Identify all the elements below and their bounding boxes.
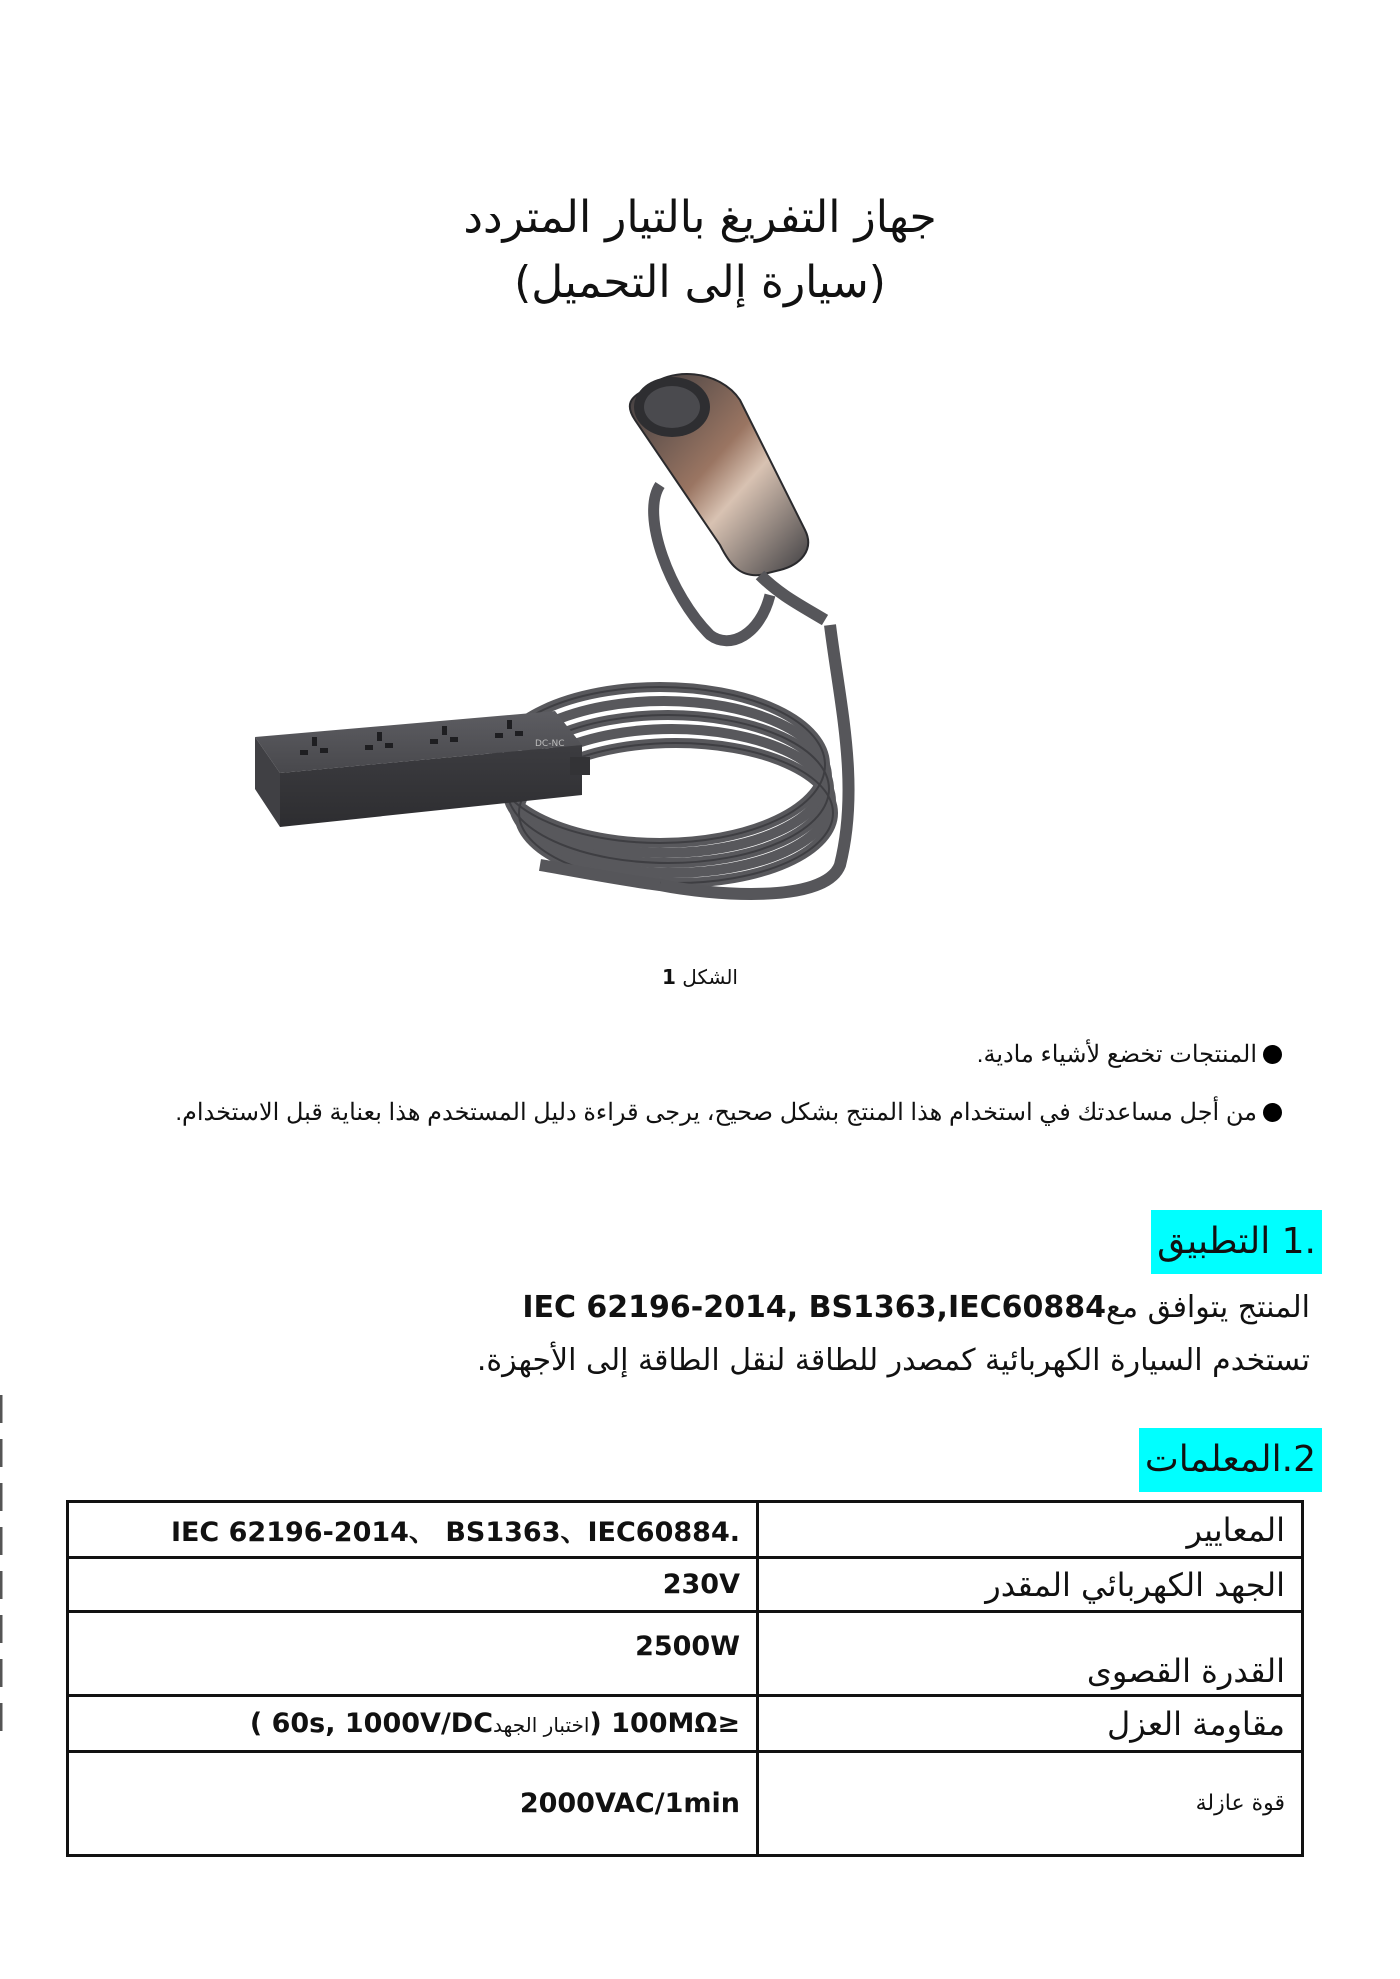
table-cell-label: مقاومة العزل	[758, 1696, 1303, 1752]
table-cell-label: الجهد الكهربائي المقدر	[758, 1558, 1303, 1612]
table-cell-label: القدرة القصوى	[758, 1612, 1303, 1696]
document-title-line1: جهاز التفريغ بالتيار المتردد	[463, 192, 937, 243]
bullet-text-2: من أجل مساعدتك في استخدام هذا المنتج بشكل صحيح، يرجى قراءة دليل المستخدم هذا بعناية قبل الاستخدام.	[175, 1099, 1257, 1126]
application-line-1	[522, 1290, 1310, 1325]
table-cell-value	[68, 1696, 758, 1752]
insulation-value: ) 100MΩ≥	[589, 1708, 740, 1739]
table-cell-label: قوة عازلة	[758, 1752, 1303, 1856]
table-cell-value: 2500W	[68, 1612, 758, 1696]
application-line-2: تستخدم السيارة الكهربائية كمصدر للطاقة لنقل الطاقة إلى الأجهزة.	[476, 1343, 1310, 1378]
application-standards: IEC 62196-2014, BS1363,IEC60884	[522, 1290, 1106, 1325]
bullet-dot-icon	[1263, 1103, 1282, 1122]
application-line-1-ar: المنتج يتوافق مع	[1106, 1290, 1310, 1325]
table-cell-value: 230V	[68, 1558, 758, 1612]
bullet-dot-icon	[1263, 1045, 1282, 1064]
table-row	[68, 1752, 1303, 1856]
figure-caption-number: 1	[662, 965, 676, 989]
section-heading-application: .1 التطبيق	[1151, 1210, 1322, 1274]
table-cell-value: 2000VAC/1min	[68, 1752, 758, 1856]
strip-brand-mark: DC-NC	[535, 739, 565, 749]
section-heading-parameters: 2.المعلمات	[1139, 1428, 1322, 1492]
insulation-test-condition: ( 60s, 1000V/DC	[249, 1708, 494, 1739]
table-row	[68, 1612, 1303, 1696]
parameters-table	[66, 1500, 1304, 1857]
figure-caption-word: الشكل	[682, 965, 738, 989]
table-cell-value: IEC 62196-2014、 BS1363、IEC60884.	[68, 1502, 758, 1558]
document-title-line2: (سيارة إلى التحميل)	[514, 257, 886, 308]
bullet-item-2	[175, 1098, 1282, 1127]
table-row	[68, 1502, 1303, 1558]
product-image	[240, 365, 1080, 940]
bullet-text-1: المنتجات تخضع لأشياء مادية.	[976, 1041, 1257, 1068]
insulation-test-label: اختبار الجهد	[493, 1713, 590, 1737]
figure-caption	[0, 965, 1400, 989]
margin-ticks-decoration	[0, 1395, 4, 1755]
table-row	[68, 1696, 1303, 1752]
table-cell-label: المعايير	[758, 1502, 1303, 1558]
table-row	[68, 1558, 1303, 1612]
bullet-item-1	[977, 1040, 1282, 1069]
